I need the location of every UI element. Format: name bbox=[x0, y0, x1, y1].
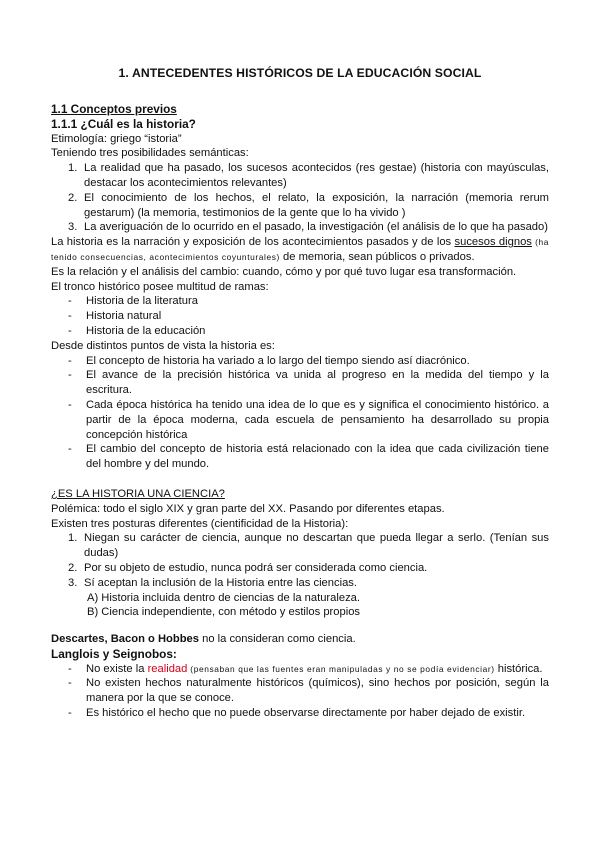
list-item: 2. Por su objeto de estudio, nunca podrá ser considerada como ciencia. bbox=[68, 561, 428, 574]
list-item: - No existen hechos naturalmente históricos (químicos), sino hechos por posición, según la manera por la que se conoce. bbox=[51, 676, 549, 706]
list-item: - El concepto de historia ha variado a lo largo del tiempo siendo así diacrónico. bbox=[51, 354, 549, 369]
polemic-line: Polémica: todo el siglo XIX y gran parte del XX. Pasando por diferentes etapas. bbox=[51, 502, 445, 515]
posture-sub-a: A) Historia incluida dentro de ciencias de la naturaleza. bbox=[87, 591, 361, 604]
postures-intro: Existen tres posturas diferentes (cientificidad de la Historia): bbox=[51, 517, 349, 530]
etymology-line: Etimología: griego “istoria” bbox=[51, 132, 182, 145]
trunk-intro: El tronco histórico posee multitud de ramas: bbox=[51, 280, 269, 293]
langlois-heading: Langlois y Seignobos: bbox=[51, 646, 177, 661]
list-item: 1. La realidad que ha pasado, los sucesos acontecidos (res gestae) (historia con mayúsculas, destacar los acontecimientos relevantes) bbox=[68, 162, 549, 189]
list-item: 3. Sí aceptan la inclusión de la Historia entre las ciencias. bbox=[68, 576, 357, 589]
semantic-list bbox=[51, 161, 549, 235]
list-item: 1. Niegan su carácter de ciencia, aunque no descartan que pueda llegar a serlo. (Tenían sus dudas) bbox=[68, 532, 549, 560]
highlighted-term: realidad bbox=[147, 662, 188, 675]
relation-paragraph: Es la relación y el análisis del cambio: cuando, cómo y por qué tuvo lugar esa transformación. bbox=[51, 265, 517, 278]
posture-sub-b: B) Ciencia independiente, con método y estilos propios bbox=[87, 606, 361, 619]
branches-list bbox=[51, 294, 549, 338]
page-title: 1. ANTECEDENTES HISTÓRICOS DE LA EDUCACIÓN SOCIAL bbox=[118, 66, 482, 80]
semantic-intro: Teniendo tres posibilidades semánticas: bbox=[51, 147, 249, 160]
document-body bbox=[51, 102, 549, 721]
subsection-heading: 1.1.1 ¿Cuál es la historia? bbox=[51, 116, 196, 131]
narration-paragraph: La historia es la narración y exposición de los acontecimientos pasados y de los sucesos dignos (ha tenido consecuencias, acontecimientos coyunturales) de memoria, sean públicos o privados. bbox=[51, 236, 549, 263]
science-heading: ¿ES LA HISTORIA UNA CIENCIA? bbox=[51, 487, 225, 500]
viewpoints-list bbox=[51, 354, 549, 472]
list-item: 3. La averiguación de lo ocurrido en el pasado, la investigación (el análisis de lo que ha pasado) bbox=[68, 221, 548, 234]
list-item: - El avance de la precisión histórica va unida al progreso en la medida del tiempo y la escritura. bbox=[51, 368, 549, 398]
list-item: - El cambio del concepto de historia está relacionado con la idea que cada civilización tiene del hombre y del mundo. bbox=[51, 442, 549, 472]
langlois-list bbox=[51, 662, 549, 721]
descartes-line: Descartes, Bacon o Hobbes no la consideran como ciencia. bbox=[51, 633, 356, 646]
list-item: - Historia de la educación bbox=[51, 324, 549, 339]
viewpoints-intro: Desde distintos puntos de vista la historia es: bbox=[51, 339, 275, 352]
underlined-term: sucesos dignos bbox=[454, 236, 532, 249]
list-item: - Cada época histórica ha tenido una idea de lo que es y significa el conocimiento histórico. a partir de la época moderna, cada escuela de pensamiento ha desarrollado su propia concepción histórica bbox=[51, 398, 549, 442]
list-item: - Historia de la literatura bbox=[51, 294, 549, 309]
list-item: 2. El conocimiento de los hechos, el relato, la exposición, la narración (memoria rerum gestarum) (la memoria, testimonios de la gente que lo ha vivido ) bbox=[68, 191, 549, 219]
section-heading: 1.1 Conceptos previos bbox=[51, 102, 177, 116]
postures-list bbox=[51, 531, 549, 590]
list-item: - No existe la realidad (pensaban que las fuentes eran manipuladas y no se podía evidenciar) histórica. bbox=[51, 662, 549, 677]
list-item: - Es histórico el hecho que no puede observarse directamente por haber dejado de existir. bbox=[51, 706, 549, 721]
list-item: - Historia natural bbox=[51, 309, 549, 324]
